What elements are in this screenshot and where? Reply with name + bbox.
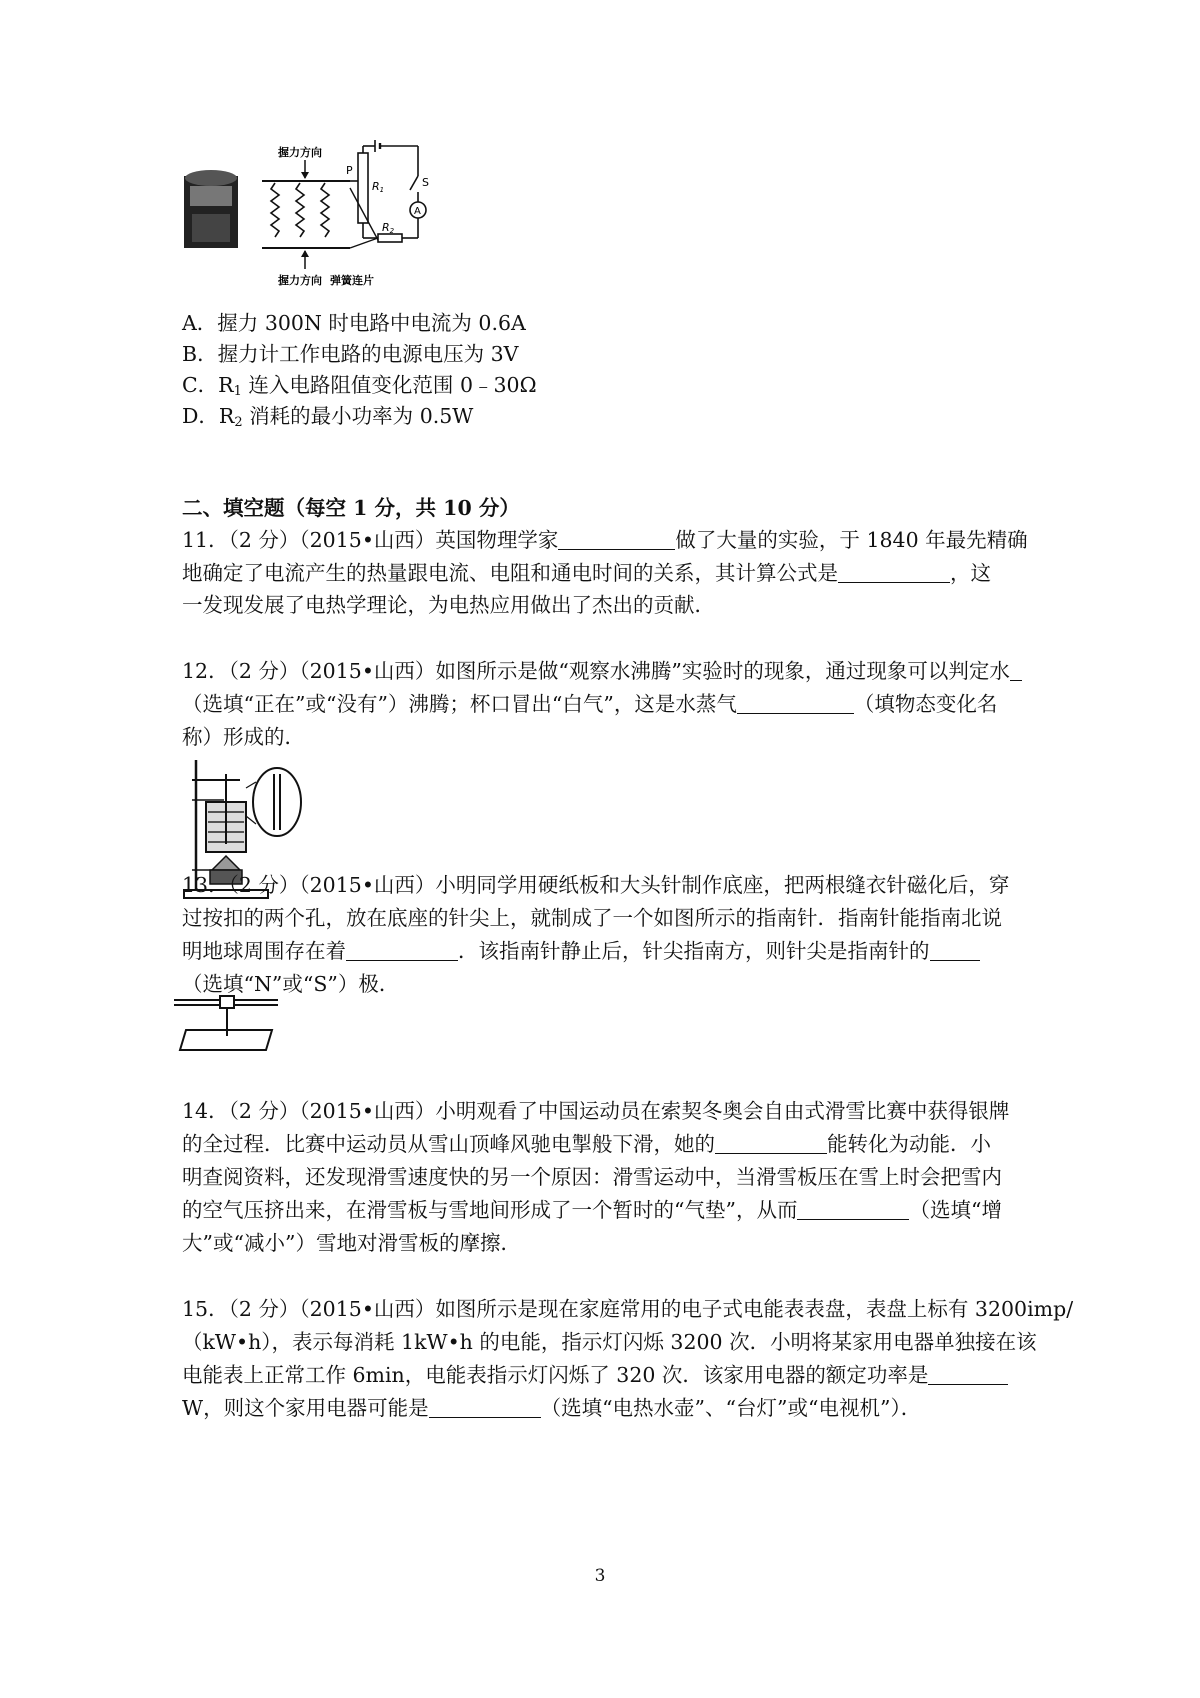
q11-line-2: 地确定了电流产生的热量跟电流、电阻和通电时间的关系，其计算公式是 ，这 bbox=[182, 561, 991, 585]
q13-line-3: 明地球周围存在着 ．该指南针静止后，针尖指南方，则针尖是指南针的 bbox=[182, 936, 980, 966]
q11-blank-1[interactable] bbox=[558, 527, 675, 550]
page-number: 3 bbox=[594, 1566, 606, 1586]
q15-line-1: 15．（2 分）（2015•山西）如图所示是现在家庭常用的电子式电能表表盘，表盘上标有 3200imp/ bbox=[182, 1297, 1074, 1321]
q11-line-3: 一发现发展了电热学理论，为电热应用做出了杰出的贡献． bbox=[182, 593, 715, 617]
label-spring-tab: 弹簧连片 bbox=[330, 274, 374, 287]
q15-blank-2[interactable] bbox=[429, 1395, 541, 1418]
q10-option-a: A．握力 300N 时电路中电流为 0.6A bbox=[182, 311, 526, 335]
q14-line-5: 大”或“减小”）雪地对滑雪板的摩擦． bbox=[182, 1231, 521, 1255]
label-p: P bbox=[346, 164, 353, 177]
label-r1: R1 bbox=[372, 180, 385, 194]
q11-blank-2[interactable] bbox=[838, 560, 950, 583]
label-r2: R2 bbox=[382, 221, 395, 235]
label-grip-direction-bottom: 握力方向 bbox=[278, 274, 322, 287]
label-grip-direction-top: 握力方向 bbox=[278, 146, 322, 159]
q10-option-b: B．握力计工作电路的电源电压为 3V bbox=[182, 342, 519, 366]
q11-line-1: 11．（2 分）（2015•山西）英国物理学家 做了大量的实验，于 1840 年最先精确 bbox=[182, 528, 1028, 552]
label-a: A bbox=[414, 206, 421, 217]
q15-line-4: W，则这个家用电器可能是 （选填“电热水壶”、“台灯”或“电视机”）． bbox=[182, 1396, 922, 1420]
label-s: S bbox=[422, 176, 429, 189]
q12-line-3: 称）形成的． bbox=[182, 725, 305, 749]
q10-option-d: D．$R_2$ 消耗的最小功率为 0.5W bbox=[182, 404, 474, 430]
q13-blank-2[interactable] bbox=[930, 938, 980, 961]
q12-line-1: 12．（2 分）（2015•山西）如图所示是做“观察水沸腾”实验时的现象，通过现象可以判定水 bbox=[182, 656, 1022, 686]
q14-line-3: 明查阅资料，还发现滑雪速度快的另一个原因：滑雪运动中，当滑雪板压在雪上时会把雪内 bbox=[182, 1165, 1002, 1189]
section-title: 二、填空题（每空 1 分，共 10 分） bbox=[182, 496, 520, 520]
q15-line-3: 电能表上正常工作 6min，电能表指示灯闪烁了 320 次．该家用电器的额定功率是 bbox=[182, 1360, 1008, 1390]
q12-blank-1[interactable] bbox=[1010, 658, 1022, 681]
q10-option-c: C．$R_1$ 连入电路阻值变化范围 0﹣30Ω bbox=[182, 373, 537, 399]
q13-blank-1[interactable] bbox=[346, 938, 458, 961]
q14-line-4: 的空气压挤出来，在滑雪板与雪地间形成了一个暂时的“气垫”，从而 （选填“增 bbox=[182, 1198, 1002, 1222]
q13-line-4: （选填“N”或“S”）极． bbox=[182, 972, 400, 996]
q14-line-1: 14．（2 分）（2015•山西）小明观看了中国运动员在索契冬奥会自由式滑雪比赛中获得银牌 bbox=[182, 1099, 1010, 1123]
q13-line-2: 过按扣的两个孔，放在底座的针尖上，就制成了一个如图所示的指南针．指南针能指南北说 bbox=[182, 906, 1002, 930]
compass-needle-figure bbox=[172, 990, 284, 1054]
q14-line-2: 的全过程．比赛中运动员从雪山顶峰风驰电掣般下滑，她的 能转化为动能．小 bbox=[182, 1132, 991, 1156]
grip-device-photo bbox=[184, 170, 238, 248]
q12-blank-2[interactable] bbox=[737, 691, 854, 714]
q14-blank-2[interactable] bbox=[797, 1197, 909, 1220]
grip-meter-circuit-figure bbox=[180, 138, 430, 310]
q12-line-2: （选填“正在”或“没有”）沸腾；杯口冒出“白气”，这是水蒸气 （填物态变化名 bbox=[182, 692, 998, 716]
q15-blank-1[interactable] bbox=[928, 1362, 1008, 1385]
q13-line-1: 13．（2 分）（2015•山西）小明同学用硬纸板和大头针制作底座，把两根缝衣针磁化后，穿 bbox=[182, 873, 1010, 897]
q14-blank-1[interactable] bbox=[715, 1131, 827, 1154]
q15-line-2: （kW•h），表示每消耗 1kW•h 的电能，指示灯闪烁 3200 次．小明将某家用电器单独接在该 bbox=[182, 1330, 1037, 1354]
